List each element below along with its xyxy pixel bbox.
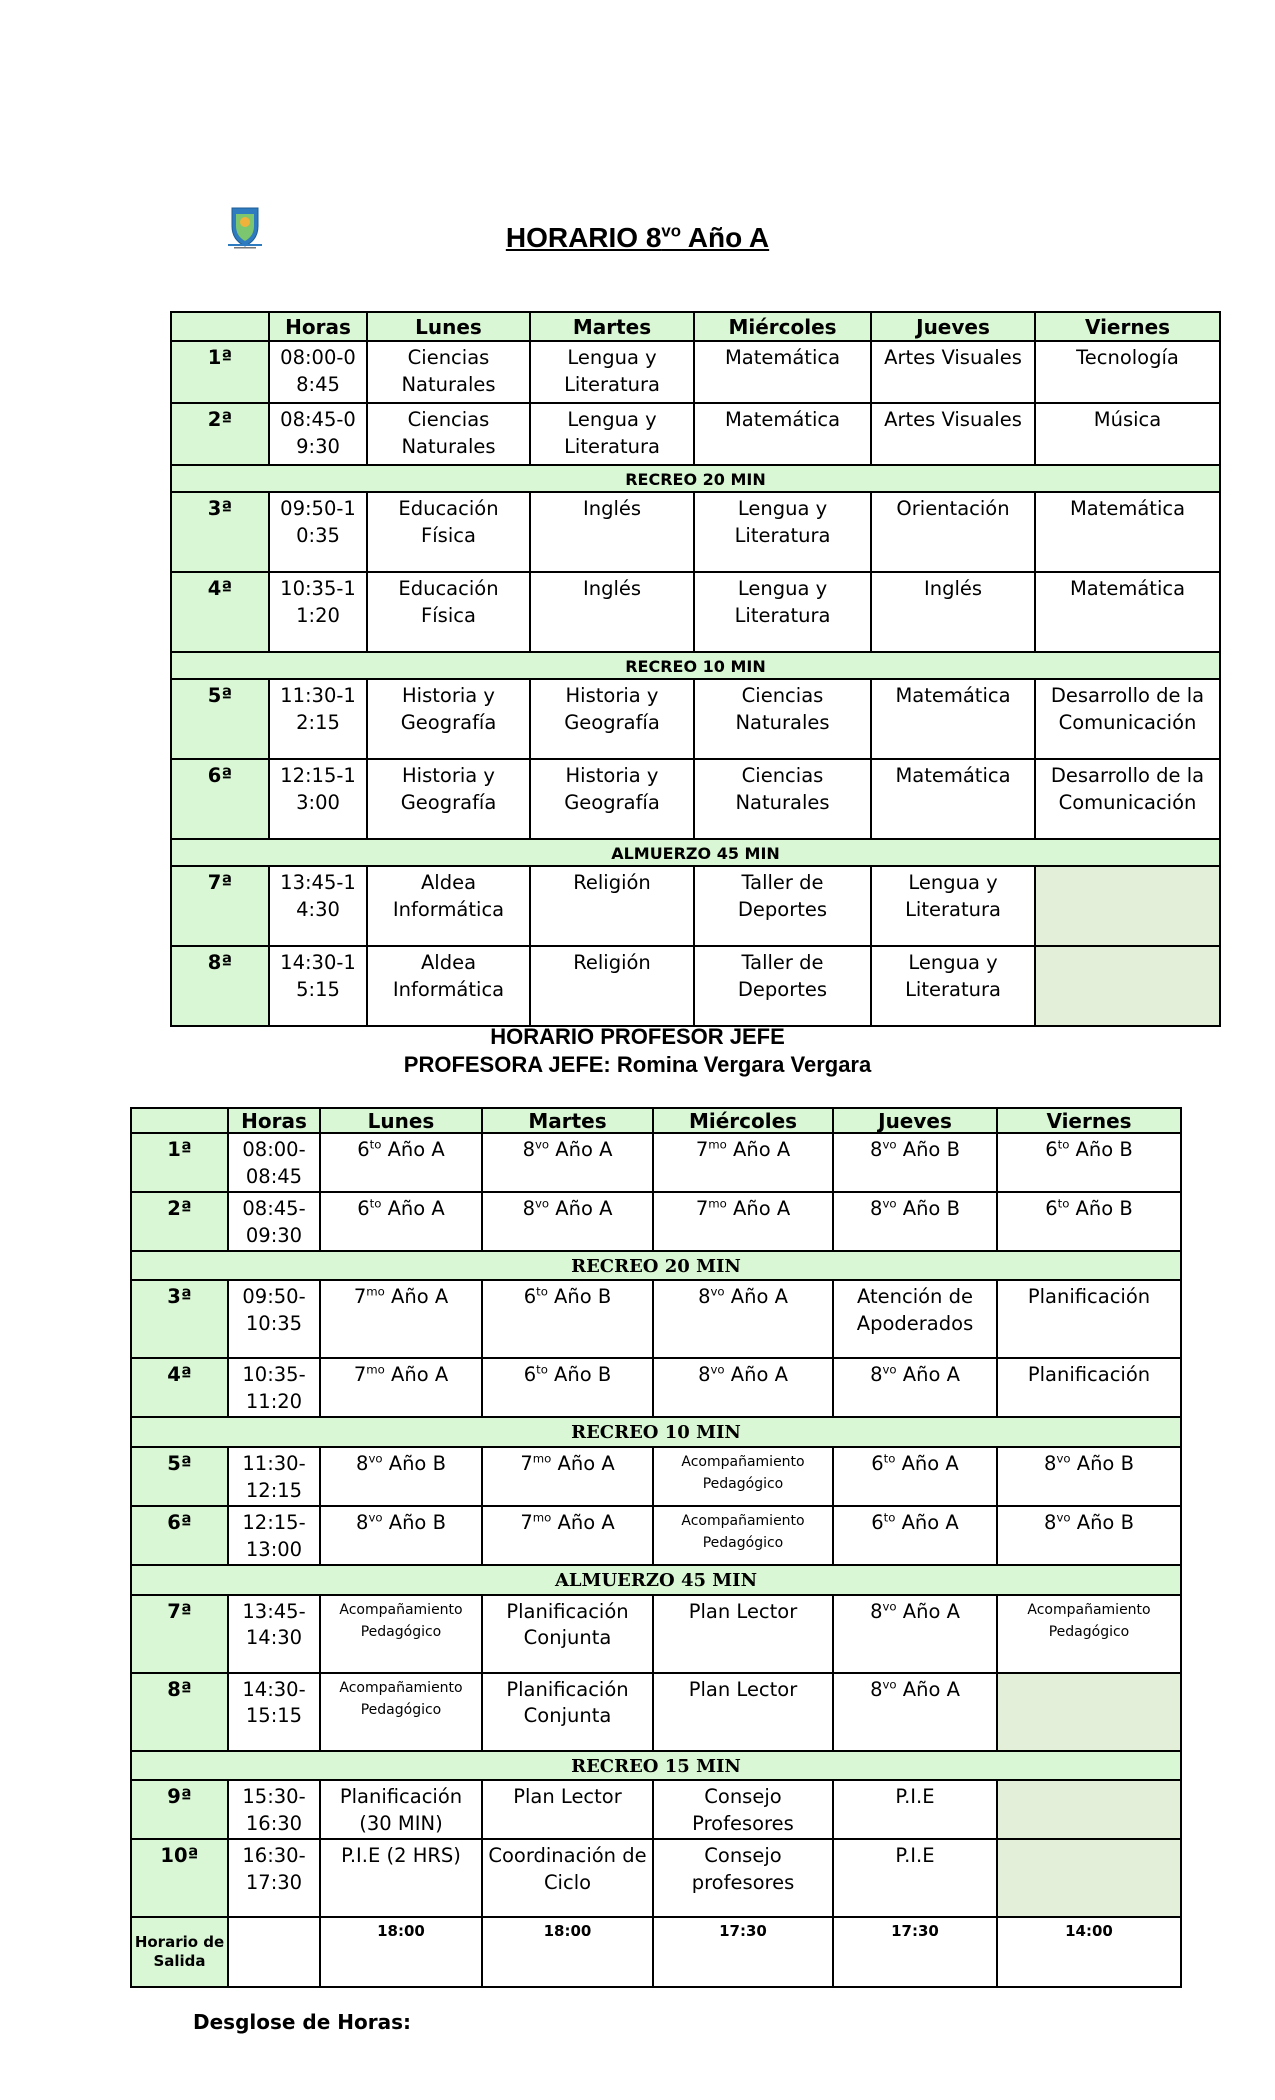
block-number: 4ª <box>131 1358 228 1417</box>
subject-cell-viernes: Desarrollo de la Comunicación <box>1035 679 1220 759</box>
course-ordinal: vo <box>710 1284 725 1299</box>
time-cell: 14:30- 15:15 <box>228 1673 320 1751</box>
block-number: 3ª <box>171 492 269 572</box>
subject-cell-miercoles: Matemática <box>694 403 871 465</box>
course-number: 8 <box>356 1510 369 1534</box>
footer-label: Desglose de Horas: <box>193 2010 411 2034</box>
salida-time-jueves: 17:30 <box>833 1917 997 1987</box>
activity-cell-jueves: P.I.E <box>833 1780 997 1839</box>
course-number: 8 <box>870 1599 883 1623</box>
course-number: 8 <box>870 1363 883 1387</box>
course-ordinal: vo <box>534 1196 550 1211</box>
salida-empty <box>228 1917 320 1987</box>
block-number: 9ª <box>131 1780 228 1839</box>
time-cell: 13:45- 14:30 <box>228 1595 320 1673</box>
subject-cell-miercoles: Taller de Deportes <box>694 866 871 946</box>
course-cell-lunes <box>320 1358 482 1417</box>
course-letter: A <box>601 1452 615 1476</box>
time-cell: 14:30-1 5:15 <box>269 946 367 1026</box>
header-martes: Martes <box>482 1108 653 1133</box>
break-row <box>171 465 1220 492</box>
block-number: 10ª <box>131 1839 228 1917</box>
activity-cell-viernes: Acompañamiento Pedagógico <box>997 1595 1181 1673</box>
teacher-heading: HORARIO PROFESOR JEFE <box>490 1024 785 1049</box>
table-row <box>131 1447 1181 1506</box>
course-letter: A <box>774 1285 788 1309</box>
course-ordinal: vo <box>368 1510 383 1525</box>
course-cell-miercoles <box>653 1358 833 1417</box>
course-cell-miercoles <box>653 1192 833 1251</box>
table-row <box>171 403 1220 465</box>
course-cell-miercoles <box>653 1280 833 1358</box>
block-number: 4ª <box>171 572 269 652</box>
subject-cell-miercoles: Lengua y Literatura <box>694 492 871 572</box>
course-number: 7 <box>353 1363 367 1387</box>
empty-cell-viernes <box>997 1839 1181 1917</box>
course-cell-jueves <box>833 1673 997 1751</box>
teacher-schedule-table <box>130 1107 1182 1988</box>
activity-cell-martes: Plan Lector <box>482 1780 653 1839</box>
time-cell: 12:15-1 3:00 <box>269 759 367 839</box>
subject-cell-jueves: Lengua y Literatura <box>871 866 1035 946</box>
block-number: 7ª <box>131 1595 228 1673</box>
course-number: 8 <box>870 1138 883 1161</box>
empty-cell-viernes <box>997 1780 1181 1839</box>
subject-cell-jueves: Lengua y Literatura <box>871 946 1035 1026</box>
course-letter: A <box>945 1452 959 1476</box>
course-cell-martes <box>482 1192 653 1251</box>
course-ordinal: to <box>883 1510 896 1525</box>
time-cell: 09:50- 10:35 <box>228 1280 320 1358</box>
subject-cell-lunes: Historia y Geografía <box>367 759 530 839</box>
course-ordinal: mo <box>366 1362 385 1377</box>
course-cell-lunes <box>320 1506 482 1565</box>
course-word: Año <box>549 1196 600 1220</box>
class-schedule-table <box>170 311 1221 1027</box>
subject-cell-lunes: Educación Física <box>367 492 530 572</box>
course-cell-jueves <box>833 1447 997 1506</box>
block-number: 1ª <box>131 1133 228 1192</box>
salida-row <box>131 1917 1181 1987</box>
subject-cell-martes: Inglés <box>530 492 694 572</box>
table-row <box>171 866 1220 946</box>
course-letter: A <box>599 1138 613 1161</box>
course-ordinal: to <box>536 1362 548 1377</box>
time-cell: 08:45-0 9:30 <box>269 403 367 465</box>
course-word: Año <box>896 1138 947 1161</box>
course-word: Año <box>549 1138 600 1161</box>
header-martes: Martes <box>530 312 694 341</box>
activity-cell-lunes: Acompañamiento Pedagógico <box>320 1673 482 1751</box>
activity-cell-martes: Coordinación de Ciclo <box>482 1839 653 1917</box>
course-letter: B <box>1119 1138 1133 1161</box>
course-letter: B <box>1119 1196 1133 1220</box>
course-number: 7 <box>695 1196 709 1220</box>
break-label: RECREO 20 MIN <box>171 465 1220 492</box>
activity-cell-miercoles: Plan Lector <box>653 1595 833 1673</box>
course-ordinal: vo <box>1056 1510 1071 1525</box>
course-letter: A <box>776 1196 791 1220</box>
course-cell-martes <box>482 1358 653 1417</box>
subject-cell-viernes <box>1035 946 1220 1026</box>
subject-cell-lunes: Aldea Informática <box>367 866 530 946</box>
block-number: 3ª <box>131 1280 228 1358</box>
time-cell: 13:45-1 4:30 <box>269 866 367 946</box>
subject-cell-lunes: Historia y Geografía <box>367 679 530 759</box>
course-ordinal: to <box>1057 1196 1070 1211</box>
activity-cell-jueves: Atención de Apoderados <box>833 1280 997 1358</box>
course-word: Año <box>1069 1196 1120 1220</box>
subject-cell-viernes: Desarrollo de la Comunicación <box>1035 759 1220 839</box>
course-cell-lunes <box>320 1280 482 1358</box>
course-word: Año <box>382 1510 433 1534</box>
subject-cell-miercoles: Ciencias Naturales <box>694 759 871 839</box>
break-row <box>131 1565 1181 1595</box>
course-ordinal: vo <box>882 1677 897 1692</box>
course-word: Año <box>896 1599 947 1623</box>
course-ordinal: mo <box>532 1510 552 1525</box>
salida-time-viernes: 14:00 <box>997 1917 1181 1987</box>
course-word: Año <box>1070 1452 1121 1476</box>
break-row <box>171 839 1220 866</box>
activity-cell-miercoles: Plan Lector <box>653 1673 833 1751</box>
course-word: Año <box>382 1452 433 1476</box>
break-label: RECREO 20 MIN <box>131 1251 1181 1281</box>
course-word: Año <box>895 1452 946 1476</box>
block-number: 1ª <box>171 341 269 403</box>
course-letter: A <box>601 1510 615 1534</box>
block-number: 7ª <box>171 866 269 946</box>
break-label: ALMUERZO 45 MIN <box>131 1565 1181 1595</box>
schedule-title: HORARIO $8^{vo}$ Año A <box>505 221 770 253</box>
time-cell: 09:50-1 0:35 <box>269 492 367 572</box>
course-number: 7 <box>520 1510 533 1534</box>
header-lunes: Lunes <box>367 312 530 341</box>
header-miercoles: Miércoles <box>653 1108 833 1133</box>
header-viernes: Viernes <box>997 1108 1181 1133</box>
table-row <box>171 946 1220 1026</box>
course-letter: B <box>432 1510 446 1534</box>
header-row <box>131 1108 1181 1133</box>
course-word: Año <box>551 1452 602 1476</box>
time-cell: 10:35-1 1:20 <box>269 572 367 652</box>
subject-cell-jueves: Inglés <box>871 572 1035 652</box>
block-number: 2ª <box>131 1192 228 1251</box>
teacher-name: PROFESORA JEFE: Romina Vergara Vergara <box>403 1052 872 1077</box>
course-number: 6 <box>1045 1196 1058 1220</box>
table-row <box>171 759 1220 839</box>
subject-cell-viernes <box>1035 866 1220 946</box>
course-ordinal: mo <box>708 1137 727 1152</box>
time-cell: 08:45- 09:30 <box>228 1192 320 1251</box>
activity-cell-lunes: P.I.E (2 HRS) <box>320 1839 482 1917</box>
course-ordinal: vo <box>882 1137 897 1152</box>
break-label: ALMUERZO 45 MIN <box>171 839 1220 866</box>
course-letter: A <box>599 1196 613 1220</box>
block-number: 6ª <box>131 1506 228 1565</box>
header-jueves: Jueves <box>871 312 1035 341</box>
course-number: 8 <box>698 1363 711 1387</box>
table-row <box>171 572 1220 652</box>
course-number: 8 <box>1044 1452 1057 1476</box>
course-word: Año <box>384 1363 435 1387</box>
course-number: 8 <box>1044 1510 1057 1534</box>
subject-cell-lunes: Ciencias Naturales <box>367 341 530 403</box>
course-letter: A <box>946 1363 960 1387</box>
activity-cell-martes: Planificación Conjunta <box>482 1673 653 1751</box>
course-word: Año <box>547 1363 598 1387</box>
course-cell-lunes <box>320 1133 482 1192</box>
course-ordinal: to <box>883 1451 896 1466</box>
header-jueves: Jueves <box>833 1108 997 1133</box>
course-word: Año <box>381 1138 432 1161</box>
activity-cell-miercoles: Consejo Profesores <box>653 1780 833 1839</box>
table-row <box>171 341 1220 403</box>
subject-cell-viernes: Matemática <box>1035 572 1220 652</box>
subject-cell-martes: Lengua y Literatura <box>530 341 694 403</box>
course-word: Año <box>726 1138 777 1161</box>
table-row <box>131 1280 1181 1358</box>
course-cell-lunes <box>320 1447 482 1506</box>
time-cell: 15:30- 16:30 <box>228 1780 320 1839</box>
subject-cell-miercoles: Taller de Deportes <box>694 946 871 1026</box>
course-word: Año <box>896 1196 947 1220</box>
subject-cell-martes: Lengua y Literatura <box>530 403 694 465</box>
course-cell-jueves <box>833 1133 997 1192</box>
header-empty <box>171 312 269 341</box>
course-cell-viernes <box>997 1133 1181 1192</box>
course-word: Año <box>547 1285 598 1309</box>
table-row <box>131 1595 1181 1673</box>
course-ordinal: mo <box>708 1196 727 1211</box>
activity-cell-jueves: P.I.E <box>833 1839 997 1917</box>
break-row <box>131 1751 1181 1781</box>
subject-cell-jueves: Artes Visuales <box>871 341 1035 403</box>
time-cell: 10:35- 11:20 <box>228 1358 320 1417</box>
subject-cell-viernes: Música <box>1035 403 1220 465</box>
course-number: 6 <box>523 1363 537 1387</box>
table-row <box>131 1673 1181 1751</box>
course-cell-jueves <box>833 1595 997 1673</box>
block-number: 8ª <box>131 1673 228 1751</box>
subject-cell-jueves: Matemática <box>871 679 1035 759</box>
block-number: 8ª <box>171 946 269 1026</box>
course-cell-martes <box>482 1447 653 1506</box>
course-number: 7 <box>695 1138 709 1161</box>
subject-cell-martes: Historia y Geografía <box>530 759 694 839</box>
course-number: 8 <box>870 1677 883 1701</box>
break-label: RECREO 10 MIN <box>171 652 1220 679</box>
activity-cell-martes: Planificación Conjunta <box>482 1595 653 1673</box>
course-cell-lunes <box>320 1192 482 1251</box>
course-word: Año <box>381 1196 432 1220</box>
header-lunes: Lunes <box>320 1108 482 1133</box>
table-row <box>131 1839 1181 1917</box>
course-ordinal: vo <box>368 1451 383 1466</box>
course-ordinal: vo <box>534 1137 550 1152</box>
time-cell: 08:00- 08:45 <box>228 1133 320 1192</box>
activity-cell-lunes: Acompañamiento Pedagógico <box>320 1595 482 1673</box>
header-horas: Horas <box>269 312 367 341</box>
course-letter: A <box>945 1510 959 1534</box>
break-row <box>131 1417 1181 1447</box>
time-cell: 16:30- 17:30 <box>228 1839 320 1917</box>
time-cell: 12:15- 13:00 <box>228 1506 320 1565</box>
course-number: 7 <box>353 1285 367 1309</box>
table-row <box>171 492 1220 572</box>
header-horas: Horas <box>228 1108 320 1133</box>
course-letter: A <box>434 1363 449 1387</box>
subject-cell-jueves: Matemática <box>871 759 1035 839</box>
course-number: 6 <box>523 1285 537 1309</box>
course-cell-viernes <box>997 1192 1181 1251</box>
course-word: Año <box>724 1285 775 1309</box>
time-cell: 11:30-1 2:15 <box>269 679 367 759</box>
table-row <box>131 1133 1181 1192</box>
course-number: 8 <box>698 1285 711 1309</box>
course-cell-jueves <box>833 1192 997 1251</box>
course-cell-jueves <box>833 1358 997 1417</box>
subject-cell-lunes: Educación Física <box>367 572 530 652</box>
table-row <box>131 1780 1181 1839</box>
block-number: 5ª <box>131 1447 228 1506</box>
course-word: Año <box>726 1196 777 1220</box>
subject-cell-viernes: Matemática <box>1035 492 1220 572</box>
subject-cell-viernes: Tecnología <box>1035 341 1220 403</box>
course-ordinal: vo <box>882 1196 897 1211</box>
header-viernes: Viernes <box>1035 312 1220 341</box>
header-miercoles: Miércoles <box>694 312 871 341</box>
course-letter: B <box>597 1363 612 1387</box>
course-number: 8 <box>870 1196 883 1220</box>
course-number: 8 <box>522 1138 535 1161</box>
course-number: 6 <box>871 1452 884 1476</box>
course-ordinal: vo <box>710 1362 725 1377</box>
activity-cell-viernes: Planificación <box>997 1358 1181 1417</box>
header-empty <box>131 1108 228 1133</box>
course-word: Año <box>895 1510 946 1534</box>
salida-time-martes: 18:00 <box>482 1917 653 1987</box>
course-number: 6 <box>871 1510 884 1534</box>
activity-cell-miercoles: Acompañamiento Pedagógico <box>653 1447 833 1506</box>
course-ordinal: to <box>1057 1137 1070 1152</box>
course-letter: A <box>431 1196 445 1220</box>
course-letter: B <box>946 1196 960 1220</box>
course-letter: A <box>434 1285 449 1309</box>
subject-cell-miercoles: Lengua y Literatura <box>694 572 871 652</box>
subject-cell-lunes: Ciencias Naturales <box>367 403 530 465</box>
course-letter: B <box>1120 1510 1134 1534</box>
course-ordinal: vo <box>882 1599 897 1614</box>
course-word: Año <box>1069 1138 1120 1161</box>
header-row <box>171 312 1220 341</box>
course-letter: A <box>431 1138 445 1161</box>
course-number: 6 <box>357 1138 370 1161</box>
salida-label: Horario de Salida <box>131 1917 228 1987</box>
subject-cell-jueves: Artes Visuales <box>871 403 1035 465</box>
course-cell-viernes <box>997 1447 1181 1506</box>
course-letter: B <box>432 1452 446 1476</box>
salida-time-miercoles: 17:30 <box>653 1917 833 1987</box>
block-number: 5ª <box>171 679 269 759</box>
subject-cell-miercoles: Ciencias Naturales <box>694 679 871 759</box>
course-word: Año <box>551 1510 602 1534</box>
break-row <box>171 652 1220 679</box>
course-word: Año <box>896 1363 947 1387</box>
course-ordinal: mo <box>366 1284 385 1299</box>
course-cell-jueves <box>833 1506 997 1565</box>
course-number: 6 <box>1045 1138 1058 1161</box>
activity-cell-viernes: Planificación <box>997 1280 1181 1358</box>
course-cell-martes <box>482 1506 653 1565</box>
activity-cell-lunes: Planificación (30 MIN) <box>320 1780 482 1839</box>
subject-cell-miercoles: Matemática <box>694 341 871 403</box>
course-cell-martes <box>482 1280 653 1358</box>
course-letter: A <box>946 1599 960 1623</box>
block-number: 6ª <box>171 759 269 839</box>
course-letter: A <box>946 1677 960 1701</box>
activity-cell-miercoles: Consejo profesores <box>653 1839 833 1917</box>
break-label: RECREO 10 MIN <box>131 1417 1181 1447</box>
activity-cell-miercoles: Acompañamiento Pedagógico <box>653 1506 833 1565</box>
break-row <box>131 1251 1181 1281</box>
table-row <box>131 1358 1181 1417</box>
course-word: Año <box>724 1363 775 1387</box>
course-cell-viernes <box>997 1506 1181 1565</box>
course-ordinal: to <box>536 1284 548 1299</box>
course-ordinal: vo <box>882 1362 897 1377</box>
break-label: RECREO 15 MIN <box>131 1751 1181 1781</box>
course-ordinal: to <box>369 1137 382 1152</box>
subject-cell-lunes: Aldea Informática <box>367 946 530 1026</box>
course-cell-miercoles <box>653 1133 833 1192</box>
course-number: 6 <box>357 1196 370 1220</box>
subject-cell-martes: Historia y Geografía <box>530 679 694 759</box>
course-ordinal: mo <box>532 1451 552 1466</box>
time-cell: 11:30- 12:15 <box>228 1447 320 1506</box>
subject-cell-martes: Religión <box>530 866 694 946</box>
course-cell-martes <box>482 1133 653 1192</box>
course-ordinal: to <box>369 1196 382 1211</box>
course-number: 8 <box>356 1452 369 1476</box>
subject-cell-martes: Religión <box>530 946 694 1026</box>
course-word: Año <box>896 1677 947 1701</box>
table-row <box>131 1506 1181 1565</box>
course-letter: A <box>776 1138 791 1161</box>
course-ordinal: vo <box>1056 1451 1071 1466</box>
salida-time-lunes: 18:00 <box>320 1917 482 1987</box>
table-row <box>131 1192 1181 1251</box>
table-row <box>171 679 1220 759</box>
course-word: Año <box>1070 1510 1121 1534</box>
course-letter: B <box>597 1285 612 1309</box>
course-number: 8 <box>522 1196 535 1220</box>
course-letter: A <box>774 1363 788 1387</box>
course-letter: B <box>1120 1452 1134 1476</box>
subject-cell-martes: Inglés <box>530 572 694 652</box>
block-number: 2ª <box>171 403 269 465</box>
course-number: 7 <box>520 1452 533 1476</box>
empty-cell-viernes <box>997 1673 1181 1751</box>
time-cell: 08:00-0 8:45 <box>269 341 367 403</box>
subject-cell-jueves: Orientación <box>871 492 1035 572</box>
course-word: Año <box>384 1285 435 1309</box>
course-letter: B <box>946 1138 960 1161</box>
